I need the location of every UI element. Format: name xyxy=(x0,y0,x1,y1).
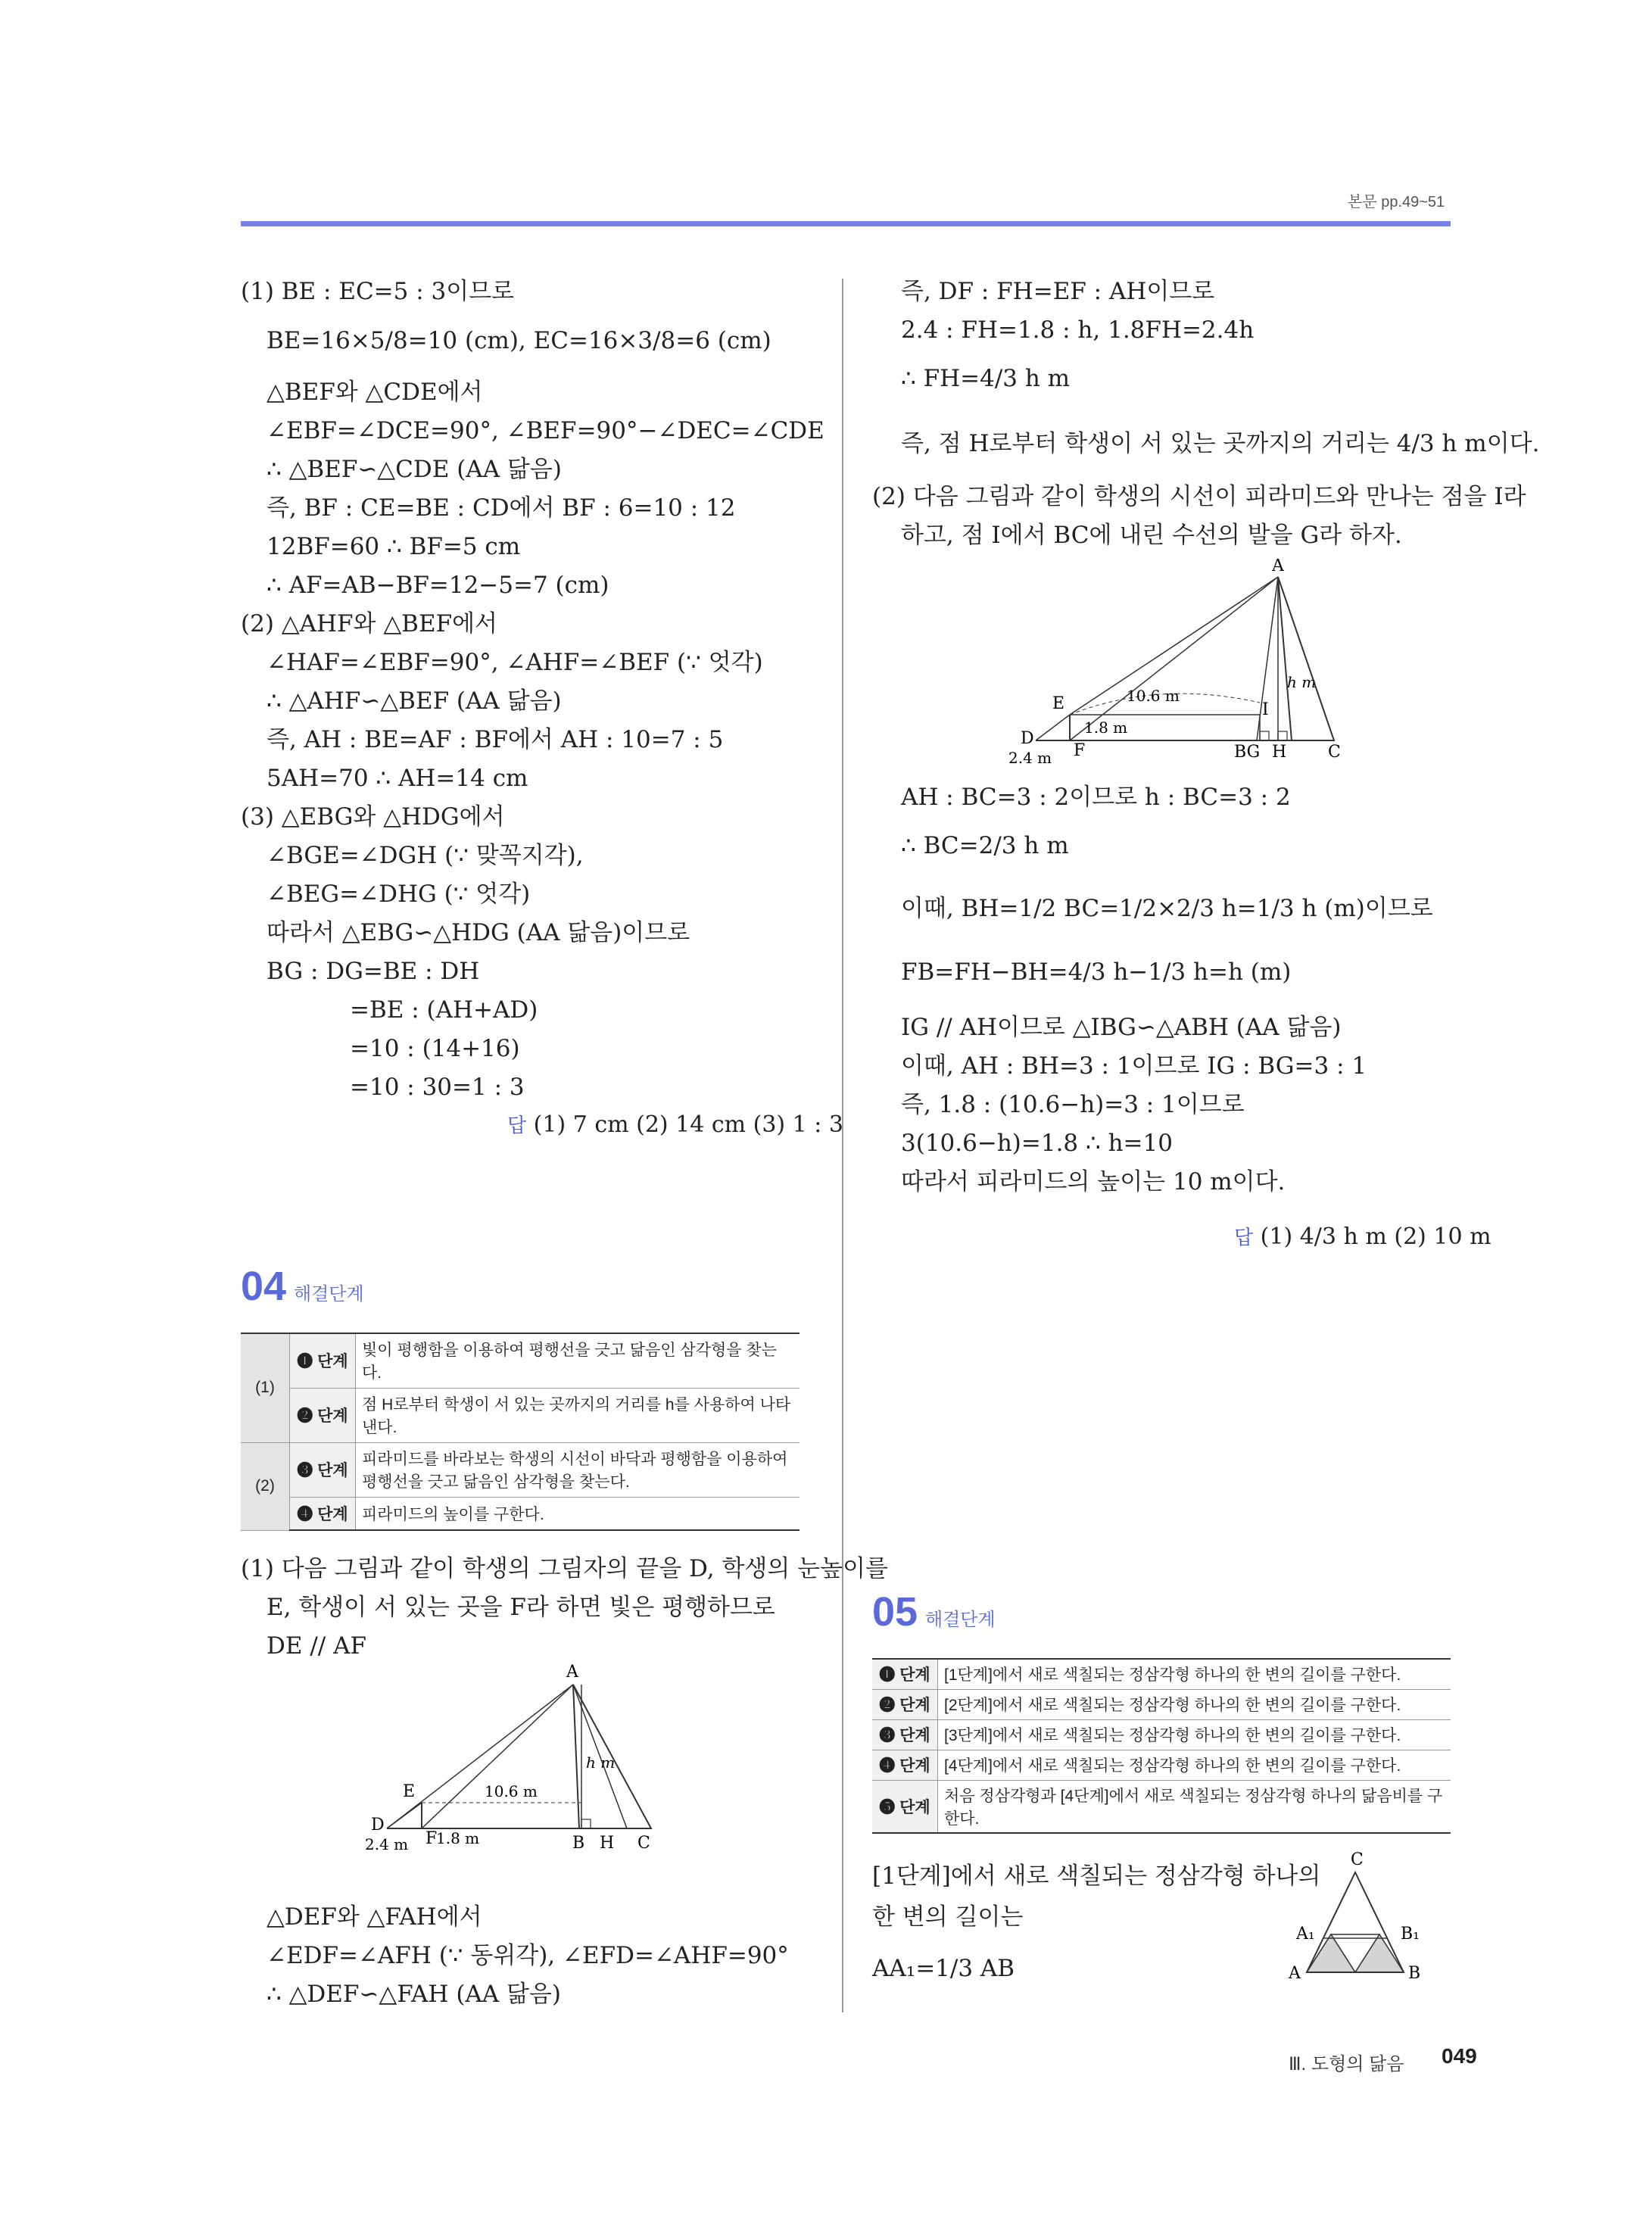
right-p1-line-6: 하고, 점 I에서 BC에 내린 수선의 발을 G라 하자. xyxy=(901,522,1402,549)
label-A: A xyxy=(566,1663,578,1682)
label-B: B xyxy=(1408,1964,1421,1983)
step-label: ❶ 단계 xyxy=(872,1659,938,1689)
right-p2-line-9: 따라서 피라미드의 높이는 10 m이다. xyxy=(901,1168,1286,1195)
left-p1-line-6: 즉, BF : CE=BE : CD에서 BF : 6=10 : 12 xyxy=(267,494,736,522)
right-p2-line-4: FB=FH−BH=4/3 h−1/3 h=h (m) xyxy=(901,959,1292,986)
left-p2-line-1: (2) △AHF와 △BEF에서 xyxy=(241,610,497,637)
right-p1-line-5: (2) 다음 그림과 같이 학생의 시선이 피라미드와 만나는 점을 I라 xyxy=(872,483,1526,510)
shadow-line-DE xyxy=(387,1803,422,1828)
right-p1-line-3: ∴ FH=4/3 h m xyxy=(901,365,1071,392)
step-text: 빛이 평행함을 이용하여 평행선을 긋고 닮음인 삼각형을 찾는다. xyxy=(356,1333,800,1388)
right-p3-line-3: AA₁=1/3 AB xyxy=(872,1955,1015,1982)
section-number: 05 xyxy=(872,1589,918,1635)
step-label: ❷ 단계 xyxy=(290,1388,356,1442)
answer-label: 답 xyxy=(507,1114,527,1136)
label-D: D xyxy=(371,1816,385,1834)
label-H: H xyxy=(600,1834,615,1853)
right-angle-mark-G xyxy=(1260,731,1269,740)
label-height: h m xyxy=(586,1753,616,1772)
light-line-AF xyxy=(1070,577,1278,740)
label-C: C xyxy=(637,1834,650,1853)
step-label: ❸ 단계 xyxy=(872,1719,938,1750)
label-distance: 10.6 m xyxy=(1127,687,1180,705)
pyramid-figure-1 xyxy=(356,1662,712,1881)
step-text: 피라미드를 바라보는 학생의 시선이 바닥과 평행함을 이용하여 평행선을 긋고 닮음인 삼각형을 찾는다. xyxy=(356,1442,800,1497)
pyramid-figure-2 xyxy=(1007,559,1348,778)
label-eye-height: 1.8 m xyxy=(436,1829,480,1847)
left-p1-line-8: ∴ AF=AB−BF=12−5=7 (cm) xyxy=(267,572,609,599)
step-label: ❶ 단계 xyxy=(290,1333,356,1388)
right-p2-line-5: IG // AH이므로 △IBG∽△ABH (AA 닮음) xyxy=(901,1014,1342,1041)
left-p2-line-5: 5AH=70 ∴ AH=14 cm xyxy=(267,765,528,792)
step-label: ❹ 단계 xyxy=(290,1497,356,1530)
left-p3-line-7: =10 : (14+16) xyxy=(350,1035,520,1062)
label-C: C xyxy=(1328,743,1341,762)
right-p2-line-8: 3(10.6−h)=1.8 ∴ h=10 xyxy=(901,1130,1173,1157)
chapter-title: Ⅲ. 도형의 닮음 xyxy=(1289,2054,1404,2074)
page-number: 049 xyxy=(1442,2044,1477,2068)
step-label: ❸ 단계 xyxy=(290,1442,356,1497)
part-label: (1) xyxy=(241,1333,290,1442)
step-text: 피라미드의 높이를 구한다. xyxy=(356,1497,800,1530)
right-p2-line-3: 이때, BH=1/2 BC=1/2×2/3 h=1/3 h (m)이므로 xyxy=(901,895,1433,922)
right-p1-line-2: 2.4 : FH=1.8 : h, 1.8FH=2.4h xyxy=(901,316,1255,344)
right-angle-mark-H xyxy=(1278,731,1287,740)
left-p1-line-5: ∴ △BEF∽△CDE (AA 닮음) xyxy=(267,456,562,483)
left-p2-line-4: 즉, AH : BE=AF : BF에서 AH : 10=7 : 5 xyxy=(267,726,724,753)
label-shadow: 2.4 m xyxy=(1008,749,1052,767)
label-F: F xyxy=(425,1829,438,1848)
right-p3-line-2: 한 변의 길이는 xyxy=(872,1903,1024,1931)
left-p2-line-2: ∠HAF=∠EBF=90°, ∠AHF=∠BEF (∵ 엇각) xyxy=(267,649,763,676)
label-C: C xyxy=(1351,1851,1364,1869)
answer-label: 답 xyxy=(1234,1226,1254,1248)
label-F: F xyxy=(1074,741,1086,760)
left-p3-line-2: ∠BGE=∠DGH (∵ 맞꼭지각), xyxy=(267,842,584,869)
left-p1-line-7: 12BF=60 ∴ BF=5 cm xyxy=(267,533,521,560)
right-angle-mark xyxy=(581,1819,591,1828)
pyramid-triangle xyxy=(1278,577,1334,740)
sight-line-DA xyxy=(387,1685,573,1828)
right-p2-line-2: ∴ BC=2/3 h m xyxy=(901,832,1069,859)
label-H: H xyxy=(1272,743,1287,762)
label-distance: 10.6 m xyxy=(485,1782,538,1800)
step-text: [4단계]에서 새로 색칠되는 정삼각형 하나의 한 변의 길이를 구한다. xyxy=(938,1750,1451,1780)
right-p2-line-7: 즉, 1.8 : (10.6−h)=3 : 1이므로 xyxy=(901,1091,1245,1118)
left-p4-line-1: (1) 다음 그림과 같이 학생의 그림자의 끝을 D, 학생의 눈높이를 xyxy=(241,1555,888,1582)
right-p2-line-1: AH : BC=3 : 2이므로 h : BC=3 : 2 xyxy=(901,784,1291,811)
section-title: 해결단계 xyxy=(293,1284,364,1305)
left-p5-line-1: △DEF와 △FAH에서 xyxy=(267,1903,482,1931)
step-text: 점 H로부터 학생이 서 있는 곳까지의 거리를 h를 사용하여 나타낸다. xyxy=(356,1388,800,1442)
left-p1-line-4: ∠EBF=∠DCE=90°, ∠BEF=90°−∠DEC=∠CDE xyxy=(267,417,824,444)
step-label: ❹ 단계 xyxy=(872,1750,938,1780)
left-p3-line-1: (3) △EBG와 △HDG에서 xyxy=(241,803,505,831)
left-p1-line-2: BE=16×5/8=10 (cm), EC=16×3/8=6 (cm) xyxy=(267,327,771,354)
light-line-AF xyxy=(422,1685,573,1828)
label-A: A xyxy=(1289,1964,1301,1983)
answer-text: (1) 4/3 h m (2) 10 m xyxy=(1260,1223,1491,1250)
label-E: E xyxy=(1052,694,1065,713)
left-p5-line-2: ∠EDF=∠AFH (∵ 동위각), ∠EFD=∠AHF=90° xyxy=(267,1942,789,1969)
section-title: 해결단계 xyxy=(924,1610,996,1630)
right-answer xyxy=(1234,1222,1491,1252)
left-p5-line-3: ∴ △DEF∽△FAH (AA 닮음) xyxy=(267,1981,562,2008)
column-divider xyxy=(842,279,843,2012)
right-p2-line-6: 이때, AH : BH=3 : 1이므로 IG : BG=3 : 1 xyxy=(901,1052,1367,1080)
label-eye-height: 1.8 m xyxy=(1084,719,1128,737)
triangle-figure xyxy=(1280,1851,1446,2003)
step-label: ❺ 단계 xyxy=(872,1780,938,1833)
section-04-heading xyxy=(241,1263,364,1310)
section-05-heading xyxy=(872,1588,996,1635)
section-number: 04 xyxy=(241,1264,287,1309)
label-A1: A₁ xyxy=(1296,1925,1315,1944)
label-A: A xyxy=(1272,559,1284,575)
left-p1-line-1: (1) BE : EC=5 : 3이므로 xyxy=(241,278,515,305)
left-p3-line-8: =10 : 30=1 : 3 xyxy=(350,1074,525,1101)
shadow-line-DE xyxy=(1036,715,1070,740)
label-B: B xyxy=(572,1834,585,1853)
part-label: (2) xyxy=(241,1442,290,1530)
left-p3-line-5: BG : DG=BE : DH xyxy=(267,958,480,985)
label-BG: BG xyxy=(1234,743,1261,762)
step-text: 처음 정삼각형과 [4단계]에서 새로 색칠되는 정삼각형 하나의 닮음비를 구한다. xyxy=(938,1780,1451,1833)
header-rule xyxy=(241,221,1451,226)
page-reference: 본문 pp.49~51 xyxy=(1348,194,1445,210)
steps-table-04 xyxy=(241,1333,800,1531)
left-p2-line-3: ∴ △AHF∽△BEF (AA 닮음) xyxy=(267,687,562,715)
steps-table-05 xyxy=(872,1658,1451,1834)
left-p1-line-3: △BEF와 △CDE에서 xyxy=(267,379,483,406)
label-I: I xyxy=(1262,700,1269,719)
label-B1: B₁ xyxy=(1401,1925,1420,1944)
left-answer xyxy=(507,1110,843,1140)
answer-text: (1) 7 cm (2) 14 cm (3) 1 : 3 xyxy=(533,1111,844,1138)
left-p4-line-3: DE // AF xyxy=(267,1632,366,1660)
left-p3-line-4: 따라서 △EBG∽△HDG (AA 닮음)이므로 xyxy=(267,919,690,946)
right-p1-line-4: 즉, 점 H로부터 학생이 서 있는 곳까지의 거리는 4/3 h m이다. xyxy=(901,430,1540,457)
label-D: D xyxy=(1021,729,1034,748)
left-p3-line-6: =BE : (AH+AD) xyxy=(350,996,538,1024)
label-height: h m xyxy=(1287,673,1317,691)
step-text: [3단계]에서 새로 색칠되는 정삼각형 하나의 한 변의 길이를 구한다. xyxy=(938,1719,1451,1750)
left-p3-line-3: ∠BEG=∠DHG (∵ 엇각) xyxy=(267,881,531,908)
label-shadow: 2.4 m xyxy=(365,1835,409,1853)
right-p1-line-1: 즉, DF : FH=EF : AH이므로 xyxy=(901,278,1215,305)
left-p4-line-2: E, 학생이 서 있는 곳을 F라 하면 빛은 평행하므로 xyxy=(267,1594,775,1621)
step-text: [2단계]에서 새로 색칠되는 정삼각형 하나의 한 변의 길이를 구한다. xyxy=(938,1689,1451,1719)
label-E: E xyxy=(403,1782,416,1801)
right-p3-line-1: [1단계]에서 새로 색칠되는 정삼각형 하나의 xyxy=(872,1862,1321,1890)
step-label: ❷ 단계 xyxy=(872,1689,938,1719)
step-text: [1단계]에서 새로 색칠되는 정삼각형 하나의 한 변의 길이를 구한다. xyxy=(938,1659,1451,1689)
